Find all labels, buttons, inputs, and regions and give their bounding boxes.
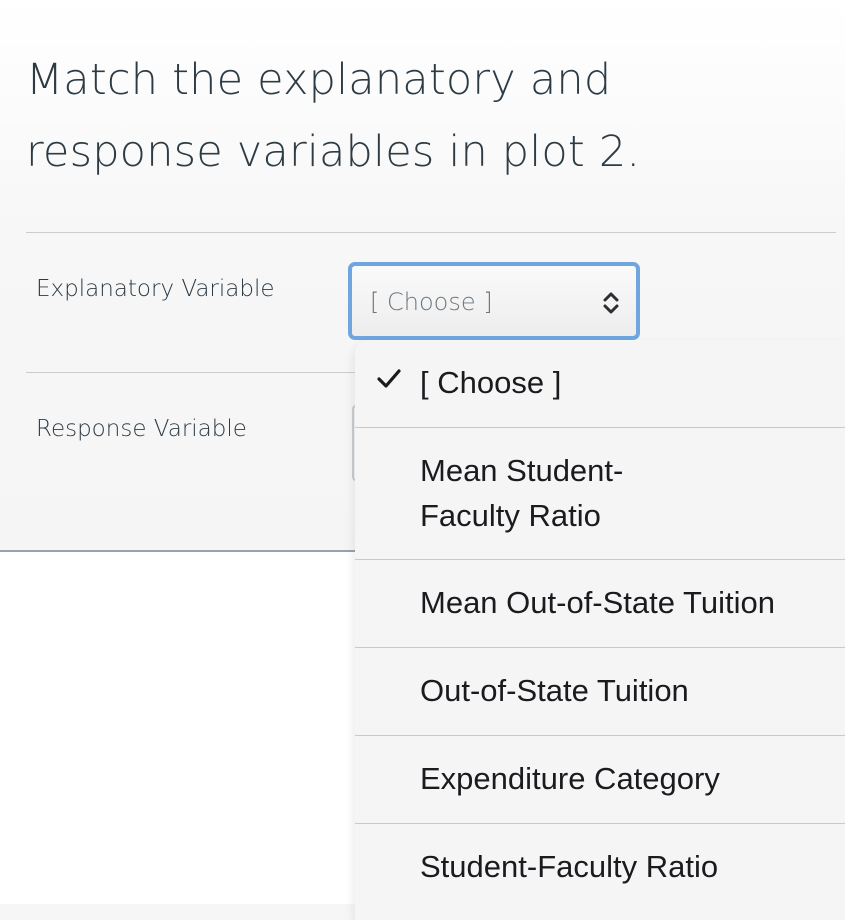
question-text: Match the explanatory and response variables in plot 2. [26, 55, 641, 177]
chevron-up-down-icon [600, 290, 622, 316]
select-current-value: [ Choose ] [370, 288, 493, 316]
explanatory-variable-label: Explanatory Variable [36, 276, 275, 302]
option-label: Out-of-State Tuition [420, 673, 689, 708]
divider [26, 232, 836, 233]
option-label: Expenditure Category [420, 761, 720, 796]
option-choose[interactable] [355, 340, 845, 428]
explanatory-variable-select[interactable] [348, 262, 640, 340]
options-dropdown [355, 340, 845, 920]
option-expenditure-category[interactable] [355, 736, 845, 824]
divider [26, 372, 356, 373]
response-variable-label: Response Variable [36, 416, 247, 442]
checkmark-icon [377, 368, 401, 390]
option-label-line1: Mean Student- [420, 453, 624, 488]
option-mean-student-faculty-ratio[interactable] [355, 428, 845, 560]
option-student-faculty-ratio[interactable] [355, 824, 845, 920]
option-label: Student-Faculty Ratio [420, 849, 719, 884]
option-label: Mean Out-of-State Tuition [420, 585, 775, 620]
blank-panel [0, 552, 355, 904]
option-label-line2: Faculty Ratio [420, 498, 601, 533]
option-label: [ Choose ] [420, 365, 562, 400]
option-out-of-state-tuition[interactable] [355, 648, 845, 736]
divider [0, 550, 355, 552]
option-mean-out-of-state-tuition[interactable] [355, 560, 845, 648]
